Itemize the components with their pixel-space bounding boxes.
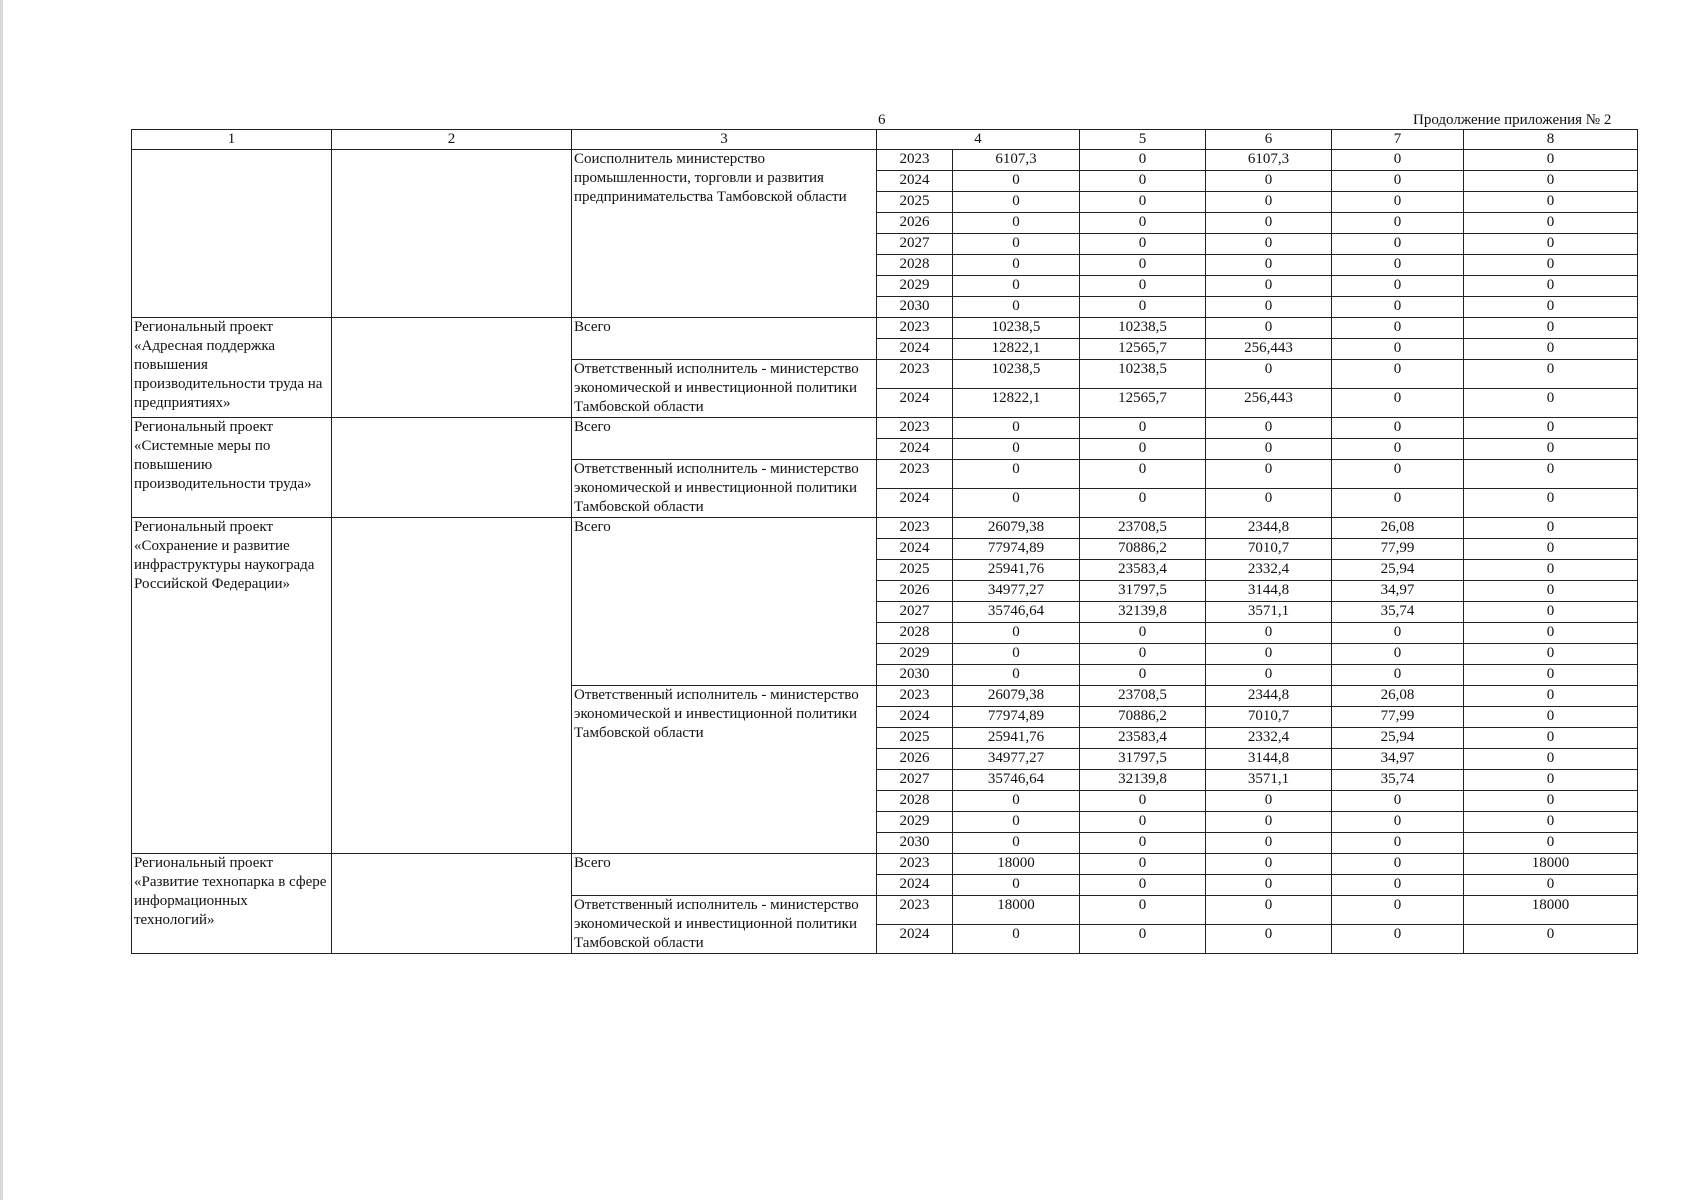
value-cell: 0 bbox=[1080, 644, 1206, 665]
year-cell: 2023 bbox=[877, 318, 953, 339]
column-2-cell bbox=[332, 150, 572, 318]
value-cell: 0 bbox=[1464, 686, 1638, 707]
value-cell: 0 bbox=[1464, 925, 1638, 954]
value-cell: 0 bbox=[1464, 171, 1638, 192]
value-cell: 0 bbox=[1464, 213, 1638, 234]
header-col-2: 2 bbox=[332, 130, 572, 150]
year-cell: 2023 bbox=[877, 418, 953, 439]
executor-label-cell: Ответственный исполнитель - министерство экономической и инвестиционной политики Тамбовской области bbox=[572, 460, 877, 518]
value-cell: 0 bbox=[1464, 770, 1638, 791]
value-cell: 0 bbox=[953, 875, 1080, 896]
value-cell: 70886,2 bbox=[1080, 707, 1206, 728]
value-cell: 0 bbox=[1206, 644, 1332, 665]
value-cell: 2332,4 bbox=[1206, 728, 1332, 749]
value-cell: 2344,8 bbox=[1206, 518, 1332, 539]
value-cell: 10238,5 bbox=[953, 318, 1080, 339]
value-cell: 0 bbox=[1206, 812, 1332, 833]
value-cell: 0 bbox=[1464, 460, 1638, 489]
year-cell: 2023 bbox=[877, 854, 953, 875]
year-cell: 2027 bbox=[877, 234, 953, 255]
value-cell: 25941,76 bbox=[953, 728, 1080, 749]
value-cell: 0 bbox=[953, 255, 1080, 276]
value-cell: 0 bbox=[1206, 255, 1332, 276]
value-cell: 0 bbox=[1464, 707, 1638, 728]
year-cell: 2024 bbox=[877, 439, 953, 460]
value-cell: 0 bbox=[1080, 297, 1206, 318]
value-cell: 0 bbox=[1464, 749, 1638, 770]
value-cell: 0 bbox=[1332, 644, 1464, 665]
table-row bbox=[132, 318, 1638, 339]
value-cell: 12565,7 bbox=[1080, 339, 1206, 360]
value-cell: 0 bbox=[1464, 255, 1638, 276]
year-cell: 2030 bbox=[877, 297, 953, 318]
value-cell: 0 bbox=[1464, 489, 1638, 518]
year-cell: 2027 bbox=[877, 770, 953, 791]
year-cell: 2029 bbox=[877, 276, 953, 297]
value-cell: 35,74 bbox=[1332, 770, 1464, 791]
continuation-heading: Продолжение приложения № 2 bbox=[1413, 112, 1612, 128]
value-cell: 0 bbox=[953, 439, 1080, 460]
value-cell: 0 bbox=[1080, 192, 1206, 213]
value-cell: 3144,8 bbox=[1206, 749, 1332, 770]
project-name-cell: Региональный проект «Системные меры по повышению производительности труда» bbox=[132, 418, 332, 518]
project-name-cell: Региональный проект «Сохранение и развитие инфраструктуры наукограда Российской Федерации» bbox=[132, 518, 332, 854]
value-cell: 0 bbox=[953, 644, 1080, 665]
value-cell: 6107,3 bbox=[953, 150, 1080, 171]
value-cell: 0 bbox=[1332, 896, 1464, 925]
value-cell: 0 bbox=[1080, 665, 1206, 686]
executor-label-cell: Ответственный исполнитель - министерство экономической и инвестиционной политики Тамбовской области bbox=[572, 896, 877, 954]
header-col-7: 7 bbox=[1332, 130, 1464, 150]
value-cell: 0 bbox=[953, 213, 1080, 234]
year-cell: 2026 bbox=[877, 749, 953, 770]
value-cell: 0 bbox=[1206, 192, 1332, 213]
value-cell: 34977,27 bbox=[953, 749, 1080, 770]
value-cell: 0 bbox=[1332, 460, 1464, 489]
value-cell: 0 bbox=[1206, 297, 1332, 318]
column-2-cell bbox=[332, 854, 572, 954]
value-cell: 0 bbox=[1464, 875, 1638, 896]
financing-table bbox=[131, 129, 1638, 954]
value-cell: 0 bbox=[1080, 171, 1206, 192]
value-cell: 0 bbox=[1080, 213, 1206, 234]
executor-label-cell: Ответственный исполнитель - министерство экономической и инвестиционной политики Тамбовской области bbox=[572, 686, 877, 854]
value-cell: 0 bbox=[1206, 276, 1332, 297]
header-col-5: 5 bbox=[1080, 130, 1206, 150]
value-cell: 0 bbox=[1206, 489, 1332, 518]
value-cell: 0 bbox=[1080, 896, 1206, 925]
value-cell: 26,08 bbox=[1332, 518, 1464, 539]
value-cell: 0 bbox=[953, 171, 1080, 192]
value-cell: 0 bbox=[1464, 560, 1638, 581]
value-cell: 0 bbox=[953, 192, 1080, 213]
value-cell: 0 bbox=[1332, 150, 1464, 171]
value-cell: 0 bbox=[953, 665, 1080, 686]
header-col-1: 1 bbox=[132, 130, 332, 150]
value-cell: 0 bbox=[1206, 213, 1332, 234]
value-cell: 0 bbox=[1332, 318, 1464, 339]
year-cell: 2023 bbox=[877, 460, 953, 489]
value-cell: 0 bbox=[1206, 833, 1332, 854]
value-cell: 0 bbox=[953, 418, 1080, 439]
value-cell: 0 bbox=[1206, 360, 1332, 389]
value-cell: 12822,1 bbox=[953, 339, 1080, 360]
year-cell: 2025 bbox=[877, 560, 953, 581]
page-number: 6 bbox=[878, 112, 886, 128]
value-cell: 26,08 bbox=[1332, 686, 1464, 707]
executor-label-cell: Ответственный исполнитель - министерство экономической и инвестиционной политики Тамбовской области bbox=[572, 360, 877, 418]
value-cell: 18000 bbox=[953, 854, 1080, 875]
year-cell: 2024 bbox=[877, 389, 953, 418]
value-cell: 0 bbox=[1080, 255, 1206, 276]
column-2-cell bbox=[332, 418, 572, 518]
value-cell: 0 bbox=[1464, 276, 1638, 297]
value-cell: 31797,5 bbox=[1080, 749, 1206, 770]
value-cell: 0 bbox=[1332, 389, 1464, 418]
value-cell: 0 bbox=[1206, 439, 1332, 460]
value-cell: 0 bbox=[1464, 360, 1638, 389]
value-cell: 77974,89 bbox=[953, 707, 1080, 728]
value-cell: 23583,4 bbox=[1080, 728, 1206, 749]
value-cell: 10238,5 bbox=[1080, 318, 1206, 339]
value-cell: 0 bbox=[1206, 896, 1332, 925]
value-cell: 0 bbox=[1332, 234, 1464, 255]
value-cell: 256,443 bbox=[1206, 389, 1332, 418]
value-cell: 70886,2 bbox=[1080, 539, 1206, 560]
year-cell: 2029 bbox=[877, 812, 953, 833]
value-cell: 0 bbox=[1332, 297, 1464, 318]
year-cell: 2024 bbox=[877, 171, 953, 192]
value-cell: 77974,89 bbox=[953, 539, 1080, 560]
value-cell: 0 bbox=[1464, 623, 1638, 644]
value-cell: 3571,1 bbox=[1206, 770, 1332, 791]
value-cell: 0 bbox=[1206, 665, 1332, 686]
value-cell: 35,74 bbox=[1332, 602, 1464, 623]
value-cell: 256,443 bbox=[1206, 339, 1332, 360]
value-cell: 0 bbox=[953, 925, 1080, 954]
value-cell: 0 bbox=[1464, 439, 1638, 460]
value-cell: 0 bbox=[1206, 854, 1332, 875]
header-row bbox=[132, 130, 1638, 150]
year-cell: 2024 bbox=[877, 875, 953, 896]
executor-label-cell: Всего bbox=[572, 518, 877, 686]
value-cell: 0 bbox=[1080, 460, 1206, 489]
value-cell: 23708,5 bbox=[1080, 518, 1206, 539]
year-cell: 2023 bbox=[877, 518, 953, 539]
value-cell: 0 bbox=[1464, 418, 1638, 439]
value-cell: 0 bbox=[1080, 812, 1206, 833]
value-cell: 77,99 bbox=[1332, 539, 1464, 560]
table-row bbox=[132, 854, 1638, 875]
value-cell: 0 bbox=[1332, 213, 1464, 234]
value-cell: 0 bbox=[1332, 418, 1464, 439]
value-cell: 0 bbox=[1332, 439, 1464, 460]
value-cell: 0 bbox=[1332, 360, 1464, 389]
value-cell: 2344,8 bbox=[1206, 686, 1332, 707]
value-cell: 0 bbox=[1206, 875, 1332, 896]
header-col-6: 6 bbox=[1206, 130, 1332, 150]
value-cell: 0 bbox=[953, 812, 1080, 833]
year-cell: 2030 bbox=[877, 665, 953, 686]
value-cell: 25941,76 bbox=[953, 560, 1080, 581]
value-cell: 0 bbox=[1332, 171, 1464, 192]
project-name-cell: Региональный проект «Адресная поддержка повышения производительности труда на предприятиях» bbox=[132, 318, 332, 418]
year-cell: 2028 bbox=[877, 623, 953, 644]
value-cell: 0 bbox=[1464, 318, 1638, 339]
value-cell: 0 bbox=[1464, 339, 1638, 360]
value-cell: 0 bbox=[1332, 192, 1464, 213]
value-cell: 0 bbox=[1332, 665, 1464, 686]
value-cell: 0 bbox=[1464, 192, 1638, 213]
value-cell: 0 bbox=[1080, 234, 1206, 255]
header-col-3: 3 bbox=[572, 130, 877, 150]
value-cell: 0 bbox=[1332, 925, 1464, 954]
value-cell: 0 bbox=[1332, 276, 1464, 297]
value-cell: 0 bbox=[1464, 728, 1638, 749]
table-row bbox=[132, 150, 1638, 171]
value-cell: 0 bbox=[1206, 171, 1332, 192]
value-cell: 0 bbox=[1206, 623, 1332, 644]
value-cell: 0 bbox=[1080, 276, 1206, 297]
value-cell: 34,97 bbox=[1332, 581, 1464, 602]
year-cell: 2024 bbox=[877, 707, 953, 728]
year-cell: 2023 bbox=[877, 686, 953, 707]
value-cell: 0 bbox=[1080, 418, 1206, 439]
value-cell: 0 bbox=[1080, 925, 1206, 954]
year-cell: 2025 bbox=[877, 728, 953, 749]
value-cell: 34977,27 bbox=[953, 581, 1080, 602]
year-cell: 2027 bbox=[877, 602, 953, 623]
value-cell: 0 bbox=[1206, 418, 1332, 439]
year-cell: 2023 bbox=[877, 360, 953, 389]
value-cell: 10238,5 bbox=[953, 360, 1080, 389]
value-cell: 0 bbox=[1464, 389, 1638, 418]
executor-label-cell: Всего bbox=[572, 418, 877, 460]
year-cell: 2029 bbox=[877, 644, 953, 665]
year-cell: 2025 bbox=[877, 192, 953, 213]
table-body bbox=[132, 150, 1638, 954]
value-cell: 0 bbox=[953, 276, 1080, 297]
value-cell: 0 bbox=[953, 234, 1080, 255]
value-cell: 0 bbox=[953, 297, 1080, 318]
column-2-cell bbox=[332, 518, 572, 854]
value-cell: 0 bbox=[953, 460, 1080, 489]
value-cell: 0 bbox=[1206, 925, 1332, 954]
value-cell: 0 bbox=[1464, 518, 1638, 539]
executor-label-cell: Всего bbox=[572, 854, 877, 896]
value-cell: 34,97 bbox=[1332, 749, 1464, 770]
value-cell: 7010,7 bbox=[1206, 707, 1332, 728]
value-cell: 0 bbox=[1080, 150, 1206, 171]
value-cell: 0 bbox=[1332, 812, 1464, 833]
value-cell: 0 bbox=[1332, 854, 1464, 875]
value-cell: 35746,64 bbox=[953, 602, 1080, 623]
value-cell: 0 bbox=[1464, 150, 1638, 171]
value-cell: 0 bbox=[1464, 234, 1638, 255]
year-cell: 2026 bbox=[877, 581, 953, 602]
value-cell: 0 bbox=[1464, 665, 1638, 686]
value-cell: 0 bbox=[1464, 812, 1638, 833]
value-cell: 0 bbox=[1080, 489, 1206, 518]
year-cell: 2028 bbox=[877, 255, 953, 276]
value-cell: 0 bbox=[1332, 255, 1464, 276]
value-cell: 0 bbox=[953, 623, 1080, 644]
executor-label-cell: Соисполнитель министерство промышленности, торговли и развития предпринимательства Тамбовской области bbox=[572, 150, 877, 318]
year-cell: 2024 bbox=[877, 489, 953, 518]
value-cell: 0 bbox=[1464, 791, 1638, 812]
value-cell: 26079,38 bbox=[953, 686, 1080, 707]
value-cell: 0 bbox=[1332, 833, 1464, 854]
value-cell: 23708,5 bbox=[1080, 686, 1206, 707]
value-cell: 12822,1 bbox=[953, 389, 1080, 418]
year-cell: 2023 bbox=[877, 896, 953, 925]
scan-edge bbox=[0, 0, 3, 1200]
value-cell: 10238,5 bbox=[1080, 360, 1206, 389]
value-cell: 0 bbox=[1206, 318, 1332, 339]
year-cell: 2026 bbox=[877, 213, 953, 234]
value-cell: 32139,8 bbox=[1080, 770, 1206, 791]
value-cell: 2332,4 bbox=[1206, 560, 1332, 581]
header-col-8: 8 bbox=[1464, 130, 1638, 150]
column-2-cell bbox=[332, 318, 572, 418]
value-cell: 0 bbox=[1464, 581, 1638, 602]
value-cell: 0 bbox=[1080, 439, 1206, 460]
value-cell: 0 bbox=[1332, 489, 1464, 518]
year-cell: 2030 bbox=[877, 833, 953, 854]
year-cell: 2024 bbox=[877, 925, 953, 954]
value-cell: 25,94 bbox=[1332, 560, 1464, 581]
value-cell: 0 bbox=[1332, 623, 1464, 644]
project-name-cell bbox=[132, 150, 332, 318]
value-cell: 0 bbox=[953, 791, 1080, 812]
value-cell: 0 bbox=[1206, 460, 1332, 489]
value-cell: 0 bbox=[953, 489, 1080, 518]
value-cell: 0 bbox=[1080, 875, 1206, 896]
value-cell: 18000 bbox=[1464, 896, 1638, 925]
value-cell: 0 bbox=[1332, 339, 1464, 360]
value-cell: 0 bbox=[1080, 623, 1206, 644]
value-cell: 0 bbox=[1206, 791, 1332, 812]
value-cell: 0 bbox=[1080, 833, 1206, 854]
header-col-4: 4 bbox=[877, 130, 1080, 150]
value-cell: 7010,7 bbox=[1206, 539, 1332, 560]
value-cell: 31797,5 bbox=[1080, 581, 1206, 602]
value-cell: 0 bbox=[1332, 875, 1464, 896]
value-cell: 35746,64 bbox=[953, 770, 1080, 791]
value-cell: 0 bbox=[1332, 791, 1464, 812]
value-cell: 0 bbox=[1206, 234, 1332, 255]
value-cell: 25,94 bbox=[1332, 728, 1464, 749]
value-cell: 0 bbox=[953, 833, 1080, 854]
year-cell: 2023 bbox=[877, 150, 953, 171]
table-row bbox=[132, 418, 1638, 439]
value-cell: 18000 bbox=[953, 896, 1080, 925]
value-cell: 26079,38 bbox=[953, 518, 1080, 539]
value-cell: 23583,4 bbox=[1080, 560, 1206, 581]
executor-label-cell: Всего bbox=[572, 318, 877, 360]
value-cell: 12565,7 bbox=[1080, 389, 1206, 418]
year-cell: 2024 bbox=[877, 339, 953, 360]
value-cell: 6107,3 bbox=[1206, 150, 1332, 171]
value-cell: 18000 bbox=[1464, 854, 1638, 875]
value-cell: 3144,8 bbox=[1206, 581, 1332, 602]
value-cell: 0 bbox=[1464, 644, 1638, 665]
value-cell: 0 bbox=[1080, 854, 1206, 875]
year-cell: 2024 bbox=[877, 539, 953, 560]
project-name-cell: Региональный проект «Развитие технопарка в сфере информационных технологий» bbox=[132, 854, 332, 954]
value-cell: 32139,8 bbox=[1080, 602, 1206, 623]
value-cell: 0 bbox=[1464, 297, 1638, 318]
value-cell: 77,99 bbox=[1332, 707, 1464, 728]
value-cell: 3571,1 bbox=[1206, 602, 1332, 623]
value-cell: 0 bbox=[1464, 602, 1638, 623]
value-cell: 0 bbox=[1464, 833, 1638, 854]
value-cell: 0 bbox=[1464, 539, 1638, 560]
table-row bbox=[132, 518, 1638, 539]
value-cell: 0 bbox=[1080, 791, 1206, 812]
year-cell: 2028 bbox=[877, 791, 953, 812]
